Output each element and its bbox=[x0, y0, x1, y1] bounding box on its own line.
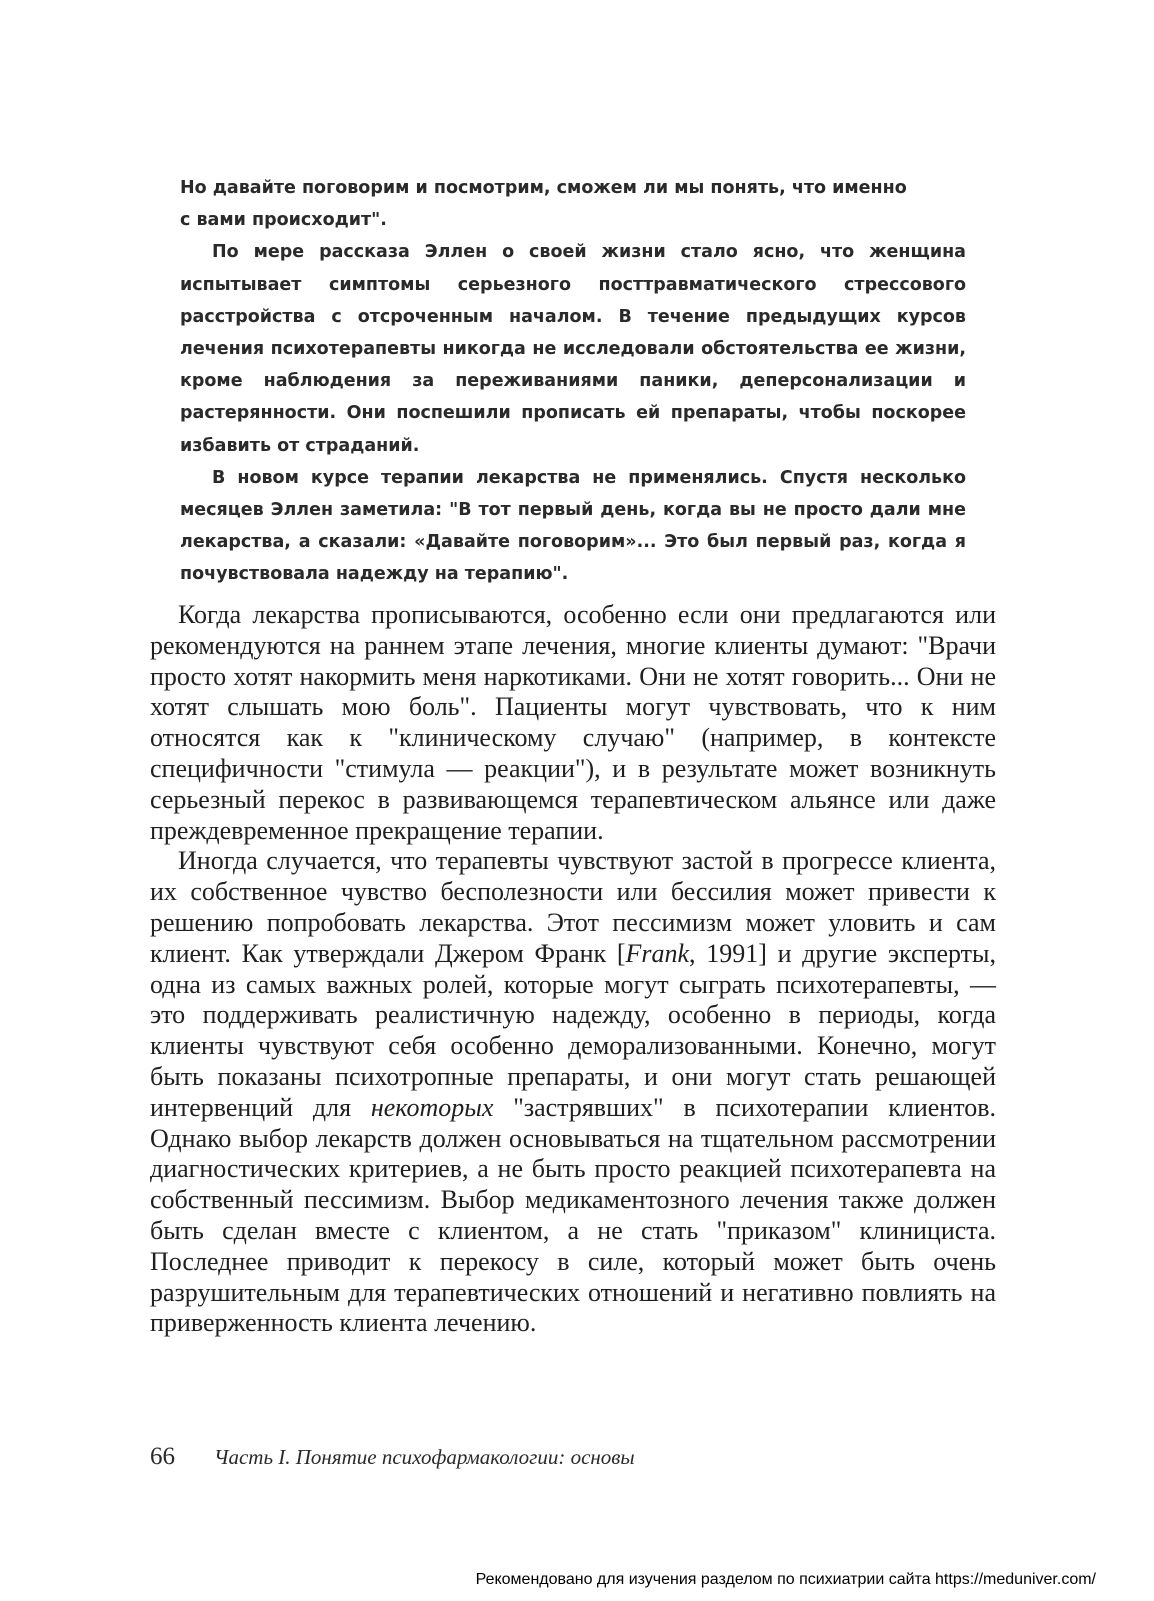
main-paragraph-2-part-b: , 1991] и другие эксперты, одна из самых важных ролей, которые могут сыграть психотерапевты, — это поддерживать реалистичную надежду, особенно в периоды, когда клиенты чувствуют себя особенно деморализованными. Конечно, могут быть показаны психотропные препараты, и они могут стать решающей интервенций для bbox=[150, 938, 996, 1122]
main-paragraph-2-part-a: Иногда случается, что терапевты чувствуют застой в прогрессе клиента, их собственное чувство бесполезности или бессилия может привести к решению попробовать лекарства. Этот пессимизм может уловить и сам клиент. Как утверждали Джером Франк [ bbox=[150, 846, 996, 968]
main-paragraph-1: Когда лекарства прописываются, особенно если они предлагаются или рекомендуются на раннем этапе лечения, многие клиенты думают: "Врачи просто хотят накормить меня наркотиками. Они не хотят говорить... Они не хотят слышать мою боль". Пациенты могут чувствовать, что к ним относятся как к "клиническому случаю" (например, в контексте специфичности "стимула — реакции"), и в результате может возникнуть серьезный перекос в развивающемся терапевтическом альянсе или даже преждевременное прекращение терапии. bbox=[150, 600, 996, 845]
main-paragraph-2-part-c: "застрявших" в психотерапии клиентов. Однако выбор лекарств должен основываться на тщательном рассмотрении диагностических критериев, а не быть просто реакцией психотерапевта на собственный пессимизм. Выбор медикаментозного лечения также должен быть сделан вместе с клиентом, а не стать "приказом" клинициста. Последнее приводит к перекосу в силе, который может быть очень разрушительным для терапевтических отношений и негативно повлиять на приверженность клиента лечению. bbox=[150, 1092, 996, 1338]
case-paragraph-3: В новом курсе терапии лекарства не применялись. Спустя несколько месяцев Эллен заметила: "В тот первый день, когда вы не просто дали мне лекарства, а сказали: «Давайте поговорим»... Это был первый раз, когда я почувствовала надежду на терапию". bbox=[180, 467, 966, 585]
citation-author: Frank bbox=[625, 938, 690, 968]
main-text-block bbox=[150, 600, 996, 1339]
case-paragraph-1-line-1: Но давайте поговорим и посмотрим, сможем ли мы понять, что именно bbox=[180, 178, 907, 198]
running-title: Часть I. Понятие психофармакологии: основы bbox=[214, 1445, 635, 1469]
case-example-block bbox=[180, 172, 966, 591]
case-paragraph-1-line-2: с вами происходит". bbox=[180, 210, 387, 231]
page-number: 66 bbox=[150, 1443, 175, 1470]
page-footer bbox=[150, 1443, 850, 1471]
emphasis-word: некоторых bbox=[370, 1092, 494, 1122]
case-paragraph-1 bbox=[180, 172, 966, 236]
main-paragraph-2 bbox=[150, 846, 996, 1339]
watermark-link[interactable]: Рекомендовано для изучения разделом по психиатрии сайта https://meduniver.com/ bbox=[475, 1571, 1096, 1588]
case-paragraph-2: По мере рассказа Эллен о своей жизни стало ясно, что женщина испытывает симптомы серьезного посттравматического стрессового расстройства с отсроченным началом. В течение предыдущих курсов лечения психотерапевты никогда не исследовали обстоятельства ее жизни, кроме наблюдения за переживаниями паники, деперсонализации и растерянности. Они поспешили прописать ей препараты, чтобы поскорее избавить от страданий. bbox=[180, 242, 966, 456]
